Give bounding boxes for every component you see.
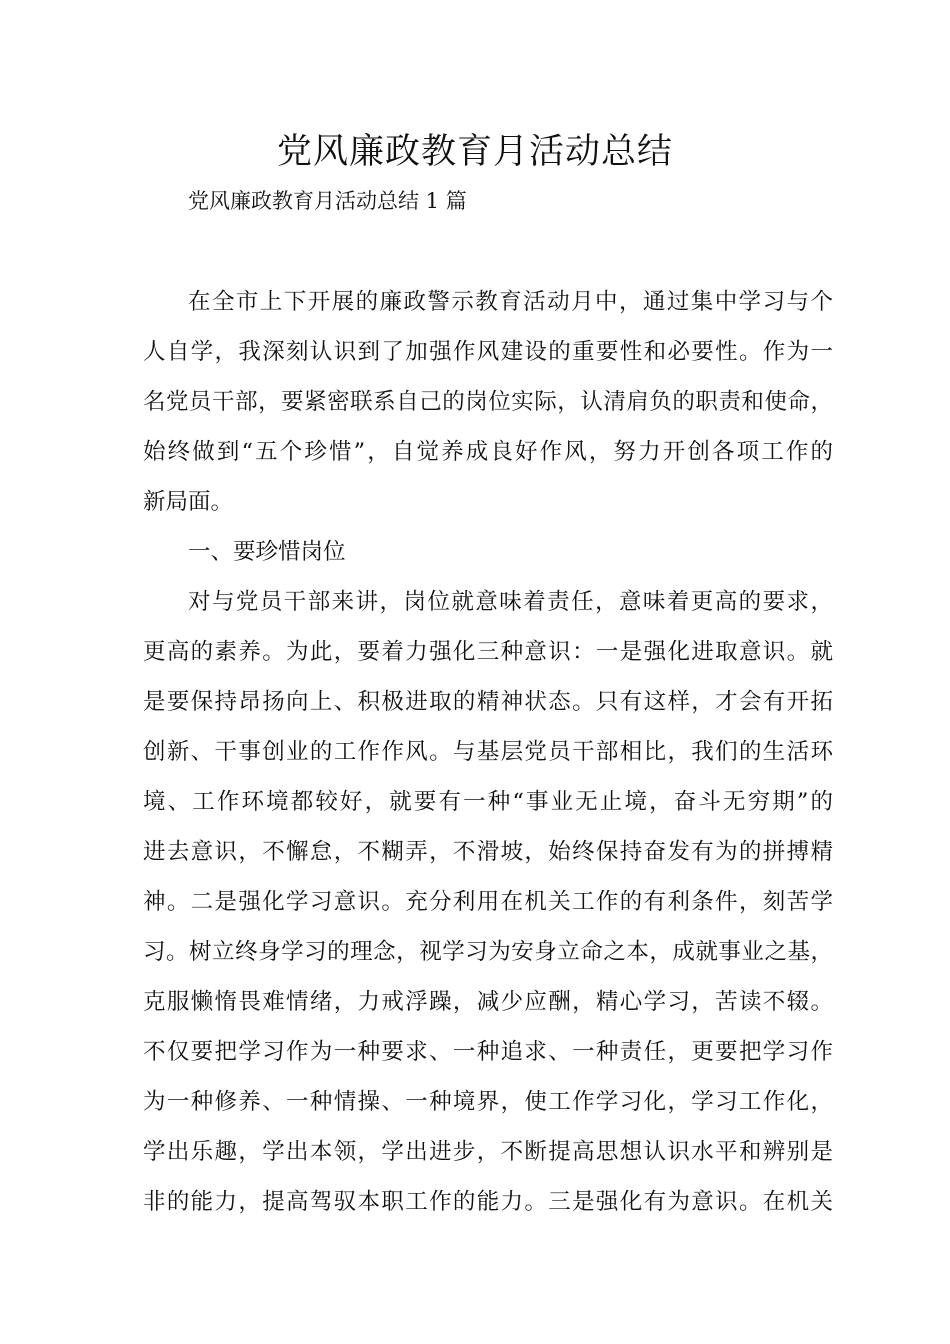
paragraph-line: 为一种修养、一种情操、一种境界，使工作学习化，学习工作化， xyxy=(143,1089,833,1115)
document-subtitle: 党风廉政教育月活动总结 1 篇 xyxy=(188,189,467,213)
paragraph-line: 习。树立终身学习的理念，视学习为安身立命之本，成就事业之基， xyxy=(143,939,833,965)
paragraph-line: 非的能力，提高驾驭本职工作的能力。三是强化有为意识。在机关 xyxy=(143,1189,833,1215)
paragraph-line: 始终做到“五个珍惜”，自觉养成良好作风，努力开创各项工作的 xyxy=(143,439,833,465)
paragraph-line: 是要保持昂扬向上、积极进取的精神状态。只有这样，才会有开拓 xyxy=(143,689,833,715)
paragraph-line: 不仅要把学习作为一种要求、一种追求、一种责任，更要把学习作 xyxy=(143,1039,833,1065)
paragraph-line: 更高的素养。为此，要着力强化三种意识：一是强化进取意识。就 xyxy=(143,639,833,665)
paragraph-line: 进去意识，不懈怠，不糊弄，不滑坡，始终保持奋发有为的拼搏精 xyxy=(143,839,833,865)
document-body xyxy=(143,285,833,1235)
paragraph-line: 名党员干部，要紧密联系自己的岗位实际，认清肩负的职责和使命， xyxy=(143,389,833,415)
paragraph-line: 在全市上下开展的廉政警示教育活动月中，通过集中学习与个 xyxy=(188,289,833,315)
paragraph-line: 人自学，我深刻认识到了加强作风建设的重要性和必要性。作为一 xyxy=(143,339,833,365)
paragraph-line: 学出乐趣，学出本领，学出进步，不断提高思想认识水平和辨别是 xyxy=(143,1139,833,1165)
paragraph-line: 创新、干事创业的工作作风。与基层党员干部相比，我们的生活环 xyxy=(143,739,833,765)
paragraph-line: 境、工作环境都较好，就要有一种“事业无止境，奋斗无穷期”的 xyxy=(143,789,833,815)
document-title: 党风廉政教育月活动总结 xyxy=(276,132,673,172)
paragraph-line: 对与党员干部来讲，岗位就意味着责任，意味着更高的要求， xyxy=(188,589,833,615)
paragraph-line: 新局面。 xyxy=(143,489,234,515)
section-heading: 一、要珍惜岗位 xyxy=(188,539,346,565)
paragraph-line: 克服懒惰畏难情绪，力戒浮躁，减少应酬，精心学习，苦读不辍。 xyxy=(143,989,833,1015)
paragraph-line: 神。二是强化学习意识。充分利用在机关工作的有利条件，刻苦学 xyxy=(143,889,833,915)
